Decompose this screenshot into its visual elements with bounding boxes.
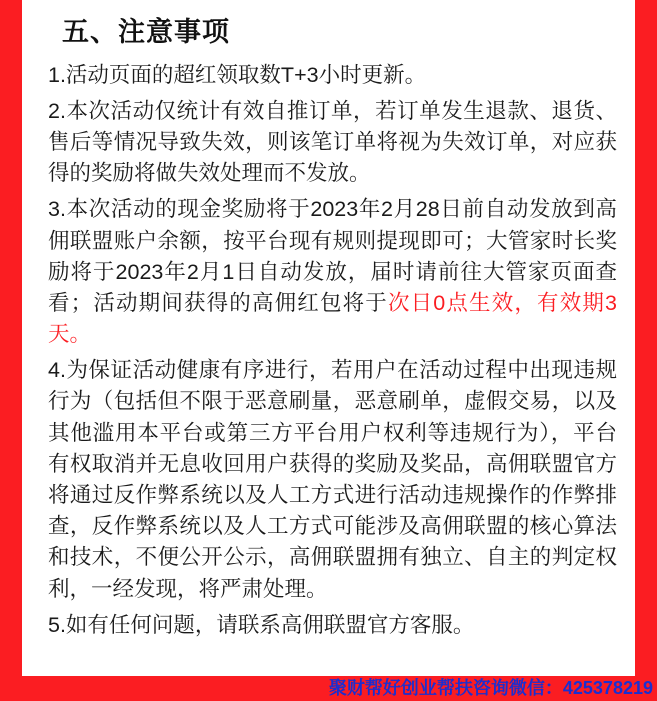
page-title: 五、注意事项 — [62, 17, 230, 47]
notice-card — [22, 0, 635, 676]
notice-item-3-text-before: 3.本次活动的现金奖励将于2023年2月28日前自动发放到高佣联盟账户余额，按平台现有规则提现即可；大管家时长奖励将于2023年2月1日自动发放，届时请前往大管家页面查看；活动期间获得的高佣红包将于 — [48, 197, 617, 315]
notice-item-3 — [48, 194, 627, 350]
notice-item-5: 5.如有任何问题，请联系高佣联盟官方客服。 — [48, 612, 475, 637]
notice-item-3-text-after: 。 — [69, 322, 92, 347]
notice-item-4: 4.为保证活动健康有序进行，若用户在活动过程中出现违规行为（包括但不限于恶意刷量，恶意刷单，虚假交易，以及其他滥用本平台或第三方平台用户权利等违规行为），平台有权取消并无息收回用户获得的奖励及奖品，高佣联盟官方将通过反作弊系统以及人工方式进行活动违规操作的作弊排查，反作弊系统以及人工方式可能涉及高佣联盟的核心算法和技术，不便公开公示，高佣联盟拥有独立、自主的判定权利，一经发现，将严肃处理。 — [48, 358, 617, 601]
notice-item-3-highlight: 次日0点生效，有效期3天 — [48, 290, 617, 347]
notice-item-2: 2.本次活动仅统计有效自推订单，若订单发生退款、退货、售后等情况导致失效，则该笔订单将视为失效订单，对应获得的奖励将做失效处理而不发放。 — [48, 98, 617, 186]
notice-item-1: 1.活动页面的超红领取数T+3小时更新。 — [48, 62, 427, 87]
watermark-text: 聚财帮好创业帮扶咨询微信：425378219 — [328, 678, 653, 698]
